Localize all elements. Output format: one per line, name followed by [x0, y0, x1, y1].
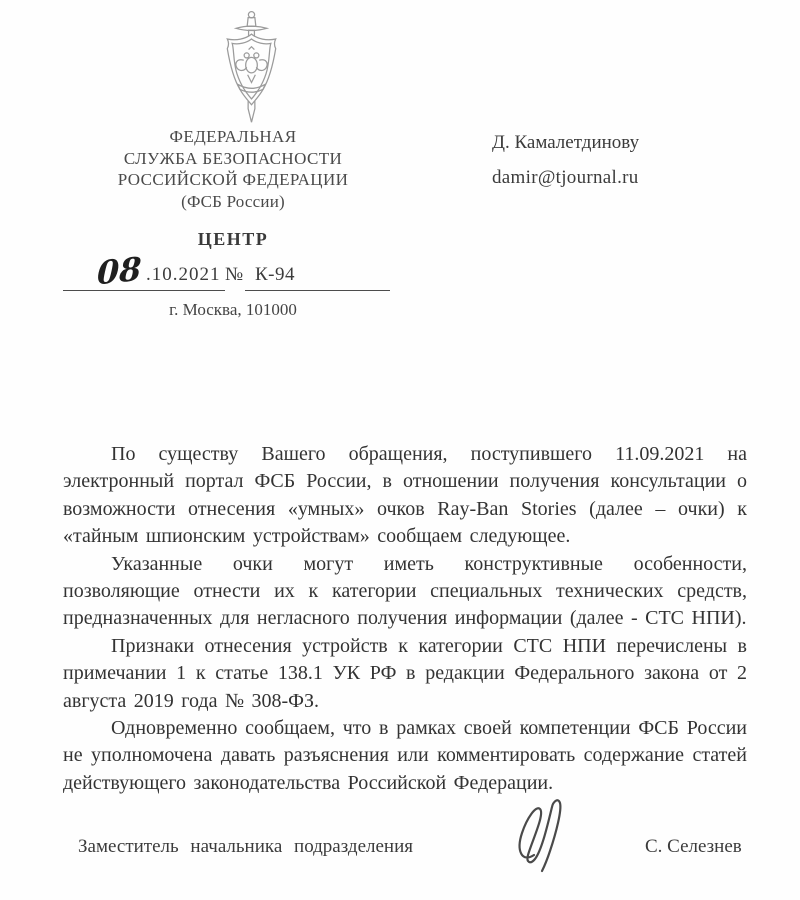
- fsb-emblem-icon: [193, 8, 310, 128]
- signer-title: Заместитель начальника подразделения: [78, 836, 413, 857]
- letter-body: [63, 441, 747, 797]
- recipient-name: Д. Камалетдинову: [492, 132, 640, 153]
- signer-name: С. Селезнев: [645, 836, 742, 857]
- date-number-row: [63, 249, 403, 294]
- recipient-block: [492, 132, 752, 189]
- org-line: РОССИЙСКОЙ ФЕДЕРАЦИИ: [117, 170, 349, 189]
- org-line: СЛУЖБА БЕЗОПАСНОСТИ: [123, 148, 343, 168]
- paragraph: Одновременно сообщаем, что в рамках своей компетенции ФСБ России не уполномочена давать разъяснения или комментировать содержание статей действующего законодательства Российской Федерации.: [63, 717, 747, 794]
- org-short-name: (ФСБ России): [181, 191, 285, 211]
- handwritten-day: 08: [96, 249, 143, 293]
- number-underline: [245, 290, 390, 291]
- city-line: г. Москва, 101000: [169, 300, 297, 319]
- paragraph: По существу Вашего обращения, поступившего 11.09.2021 на электронный портал ФСБ России, в отношении получения консультации о возможности отнесения «умных» очков Ray-Ban Stories (далее – очки) к «тайным шпионским устройствам» сообщаем следующее.: [63, 443, 747, 548]
- letterhead-org: [73, 126, 393, 212]
- number-sign: №: [225, 264, 244, 285]
- signature-icon: [512, 793, 582, 883]
- paragraph: Признаки отнесения устройств к категории СТС НПИ перечислены в примечании 1 к статье 138.1 УК РФ в редакции Федерального закона от 2 августа 2019 года № 308-ФЗ.: [63, 634, 747, 712]
- paragraph: Указанные очки могут иметь конструктивные особенности, позволяющие отнести их к категории специальных технических средств, предназначенных для негласного получения информации (далее - СТС НПИ).: [63, 552, 747, 630]
- date-month-year: .10.2021: [146, 264, 221, 285]
- org-line: ФЕДЕРАЛЬНАЯ: [169, 127, 297, 146]
- document-number: К-94: [255, 264, 295, 285]
- letterhead-division: ЦЕНТР: [197, 229, 269, 249]
- recipient-email: damir@tjournal.ru: [492, 167, 639, 188]
- date-underline: [63, 290, 225, 291]
